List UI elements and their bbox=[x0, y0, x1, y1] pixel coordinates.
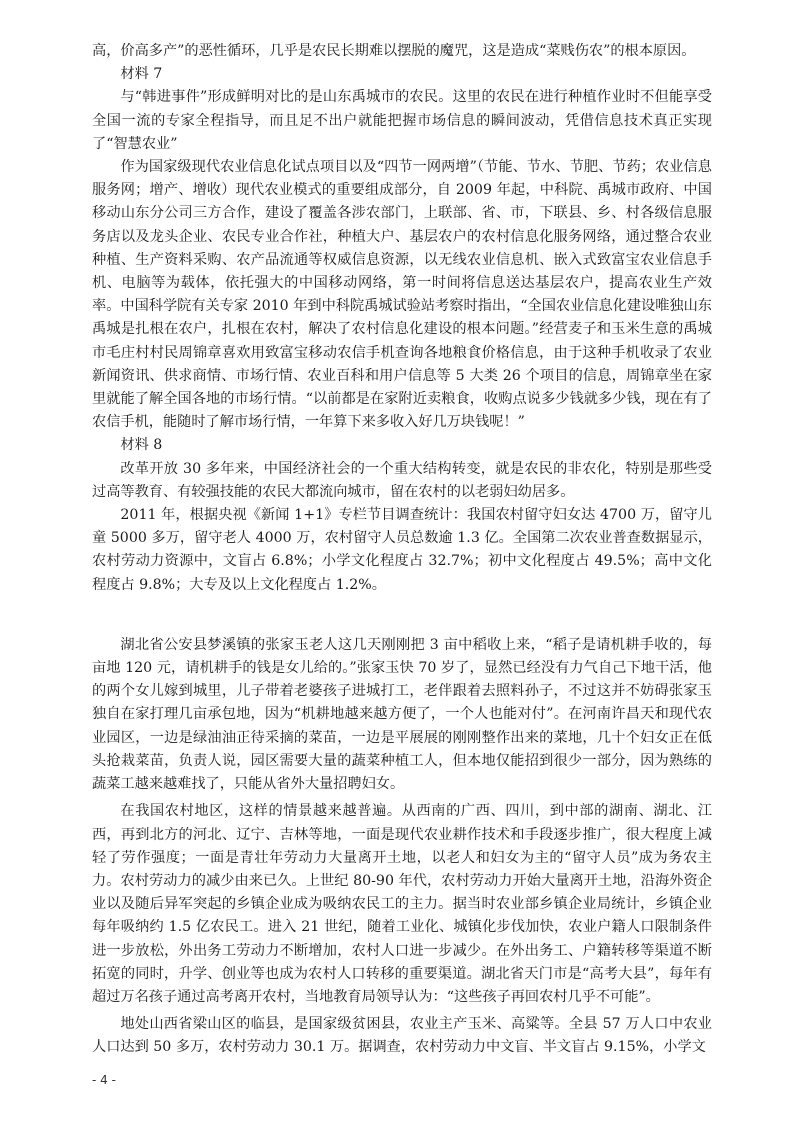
heading-material-7: 材料 7 bbox=[120, 66, 163, 83]
paragraph-body: 与“韩进事件”形成鲜明对比的是山东禹城市的农民。这里的农民在进行种植作业时不但能享受全国一流的专家全程指导，而且足不出户就能把握市场信息的瞬间波动，凭借信息技术真正实现了“智慧农业” bbox=[92, 89, 712, 152]
paragraph-body: 在我国农村地区，这样的情景越来越普遍。从西南的广西、四川，到中部的湖南、湖北、江西，再到北方的河北、辽宁、吉林等地，一面是现代农业耕作技术和手段逐步推广，很大程度上减轻了劳作强度；一面是青壮年劳动力大量离开土地，以老人和妇女为主的“留守人员”成为务农主力。农村劳动力的减少由来已久。上世纪 80-90 年代，农村劳动力开始大量离开土地，沿海外资企业以及随后异军突起的乡镇企业成为吸纳农民工的主力。据当时农业部乡镇企业局统计，乡镇企业每年吸纳约 1.5 亿农民工。进入 21 世纪，随着工业化、城镇化步伐加快，农业户籍人口限制条件进一步放松，外出务工劳动力不断增加，农村人口进一步减少。在外出务工、户籍转移等渠道不断拓宽的同时，升学、创业等也成为农村人口转移的重要渠道。湖北省天门市是“高考大县”，每年有超过万名孩子通过高考离开农村，当地教育局领导认为：“这些孩子再回农村几乎不可能”。 bbox=[92, 803, 712, 1005]
document-page bbox=[92, 40, 712, 1060]
paragraph-body: 作为国家级现代农业信息化试点项目以及“四节一网两增”（节能、节水、节肥、节药；农业信息服务网；增产、增收）现代农业模式的重要组成部分，自 2009 年起，中科院、禹城市政府、中国移动山东分公司三方合作，建设了覆盖各涉农部门，上联部、省、市，下联县、乡、村各级信息服务店以及龙头企业、农民专业合作社，种植大户、基层农户的农村信息化服务网络，通过整合农业种植、生产资料采购、农产品流通等权威信息资源，以无线农业信息机、嵌入式致富宝农业信息手机、电脑等为载体，依托强大的中国移动网络，第一时间将信息送达基层农户，提高农业生产效率。中国科学院有关专家 2010 年到中科院禹城试验站考察时指出，“全国农业信息化建设唯独山东禹城是扎根在农户，扎根在农村，解决了农村信息化建设的根本问题。”经营麦子和玉米生意的禹城市毛庄村村民周锦章喜欢用致富宝移动农信手机查询各地粮食价格信息，由于这种手机收录了农业新闻资讯、供求商情、市场行情、农业百科和用户信息等 5 大类 26 个项目的信息，周锦章坐在家里就能了解全国各地的市场行情。“以前都是在家附近卖粮食，收购点说多少钱就多少钱，现在有了农信手机，能随时了解市场行情，一年算下来多收入好几万块钱呢！” bbox=[92, 159, 712, 431]
heading-material-8: 材料 8 bbox=[120, 437, 163, 454]
section-gap bbox=[92, 597, 712, 634]
paragraph-body: 2011 年，根据央视《新闻 1+1》专栏节目调查统计：我国农村留守妇女达 4700 万，留守儿童 5000 多万，留守老人 4000 万，农村留守人员总数逾 1.3 亿。全国第二次农业普查数据显示，农村劳动力资源中，文盲占 6.8%；小学文化程度占 32.7%；初中文化程度占 49.5%；高中文化程度占 9.8%；大专及以上文化程度占 1.2%。 bbox=[92, 507, 712, 593]
paragraph-continuation: 高，价高多产”的恶性循环，几乎是农民长期难以摆脱的魔咒，这是造成“菜贱伤农”的根本原因。 bbox=[92, 43, 696, 59]
page-number: - 4 - bbox=[92, 1073, 116, 1087]
paragraph-body: 改革开放 30 多年来，中国经济社会的一个重大结构转变，就是农民的非农化，特别是那些受过高等教育、有较强技能的农民大都流向城市，留在农村的以老弱妇幼居多。 bbox=[92, 460, 712, 500]
paragraph-body: 湖北省公安县梦溪镇的张家玉老人这几天刚刚把 3 亩中稻收上来，“稻子是请机耕手收的，每亩地 120 元，请机耕手的钱是女儿给的。”张家玉快 70 岁了，显然已经没有力气自己下地干活，他的两个女儿嫁到城里，儿子带着老婆孩子进城打工，老伴跟着去照料孙子，不过这并不妨碍张家玉独自在家打理几亩承包地，因为“机耕地越来越方便了，一个人也能对付”。在河南许昌天和现代农业园区，一边是绿油油正待采摘的菜苗，一边是平展展的刚刚整作出来的菜地，几十个妇女正在低头抢栽菜苗，负责人说，园区需要大量的蔬菜种植工人，但本地仅能招到很少一部分，因为熟练的蔬菜工越来越难找了，只能从省外大量招聘妇女。 bbox=[92, 636, 712, 793]
paragraph-body: 地处山西省梁山区的临县，是国家级贫困县，农业主产玉米、高粱等。全县 57 万人口中农业人口达到 50 多万，农村劳动力 30.1 万。据调查，农村劳动力中文盲、半文盲占 9.15%，小学文 bbox=[92, 1016, 712, 1056]
